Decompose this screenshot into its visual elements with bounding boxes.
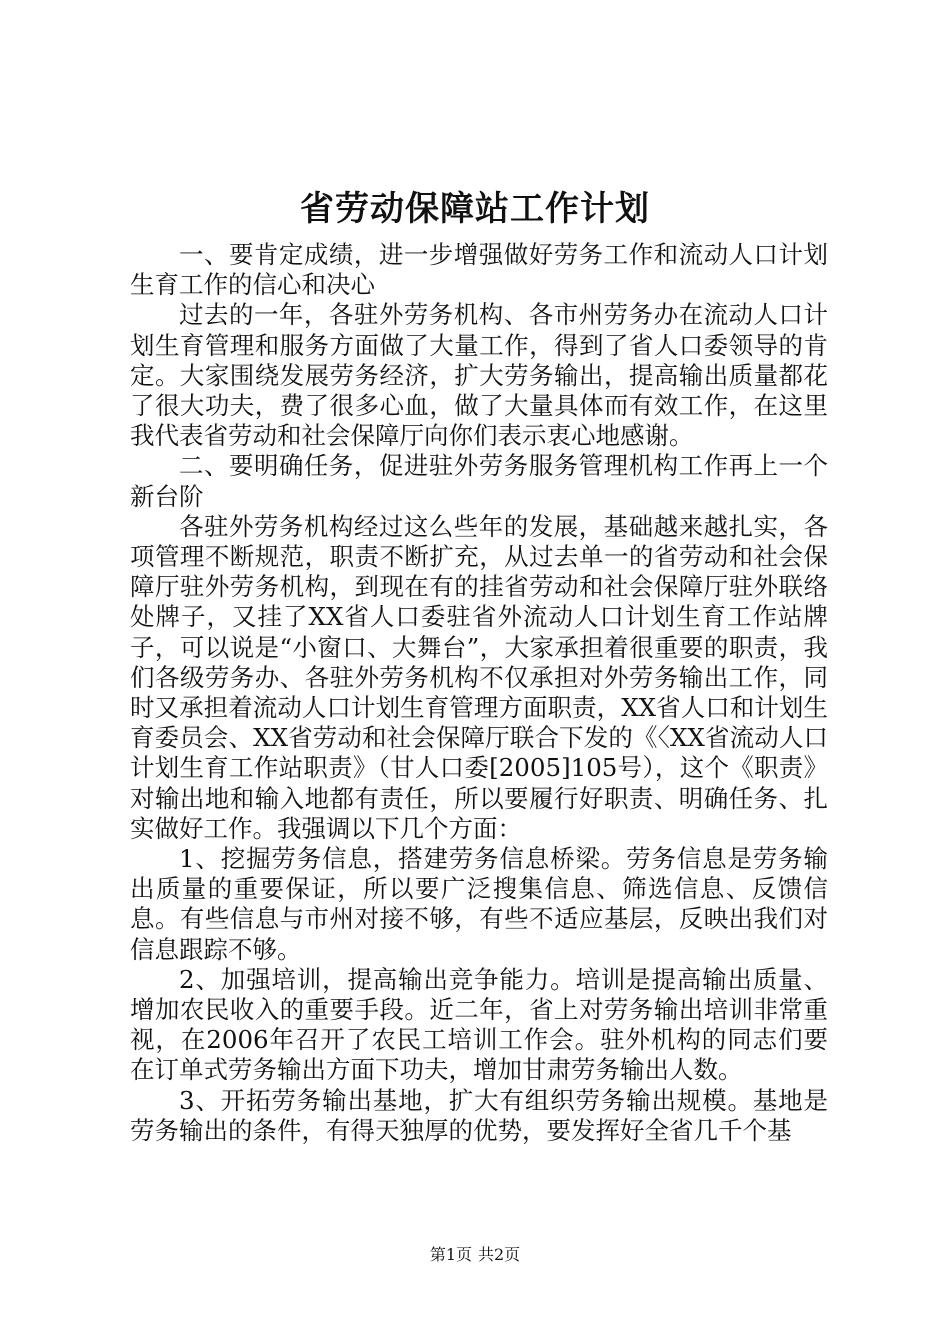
body-paragraph: 各驻外劳务机构经过这么些年的发展，基础越来越扎实，各项管理不断规范，职责不断扩充，从过去单一的省劳动和社会保障厅驻外劳务机构，到现在有的挂省劳动和社会保障厅驻外联络处牌子，又挂了XX省人口委驻省外流动人口计划生育工作站牌子，可以说是“小窗口、大舞台”，大家承担着很重要的职责，我们各级劳务办、各驻外劳务机构不仅承担对外劳务输出工作，同时又承担着流动人口计划生育管理方面职责，XX省人口和计划生育委员会、XX省劳动和社会保障厅联合下发的《〈XX省流动人口计划生育工作站职责》（甘人口委[2005]105号），这个《职责》对输出地和输入地都有责任，所以要履行好职责、明确任务、扎实做好工作。我强调以下几个方面： (130, 511, 828, 843)
document-body (130, 240, 828, 1146)
body-paragraph: 过去的一年，各驻外劳务机构、各市州劳务办在流动人口计划生育管理和服务方面做了大量工作，得到了省人口委领导的肯定。大家围绕发展劳务经济，扩大劳务输出，提高输出质量都花了很大功夫，费了很多心血，做了大量具体而有效工作，在这里我代表省劳动和社会保障厅向你们表示衷心地感谢。 (130, 300, 828, 451)
numbered-item-2: 2、加强培训，提高输出竞争能力。培训是提高输出质量、增加农民收入的重要手段。近二年，省上对劳务输出培训非常重视，在2006年召开了农民工培训工作会。驻外机构的同志们要在订单式劳务输出方面下功夫，增加甘肃劳务输出人数。 (130, 964, 828, 1085)
page-footer (0, 1245, 950, 1265)
section-heading-1: 一、要肯定成绩，进一步增强做好劳务工作和流动人口计划生育工作的信心和决心 (130, 240, 828, 300)
page-total: 共2页 (478, 1245, 521, 1264)
section-heading-2: 二、要明确任务，促进驻外劳务服务管理机构工作再上一个新台阶 (130, 451, 828, 511)
numbered-item-1: 1、挖掘劳务信息，搭建劳务信息桥梁。劳务信息是劳务输出质量的重要保证，所以要广泛搜集信息、筛选信息、反馈信息。有些信息与市州对接不够，有些不适应基层，反映出我们对信息跟踪不够。 (130, 844, 828, 964)
numbered-item-3: 3、开拓劳务输出基地，扩大有组织劳务输出规模。基地是劳务输出的条件，有得天独厚的优势，要发挥好全省几千个基 (130, 1085, 828, 1145)
document-title: 省劳动保障站工作计划 (300, 189, 650, 229)
page-number: 第1页 (429, 1245, 472, 1264)
